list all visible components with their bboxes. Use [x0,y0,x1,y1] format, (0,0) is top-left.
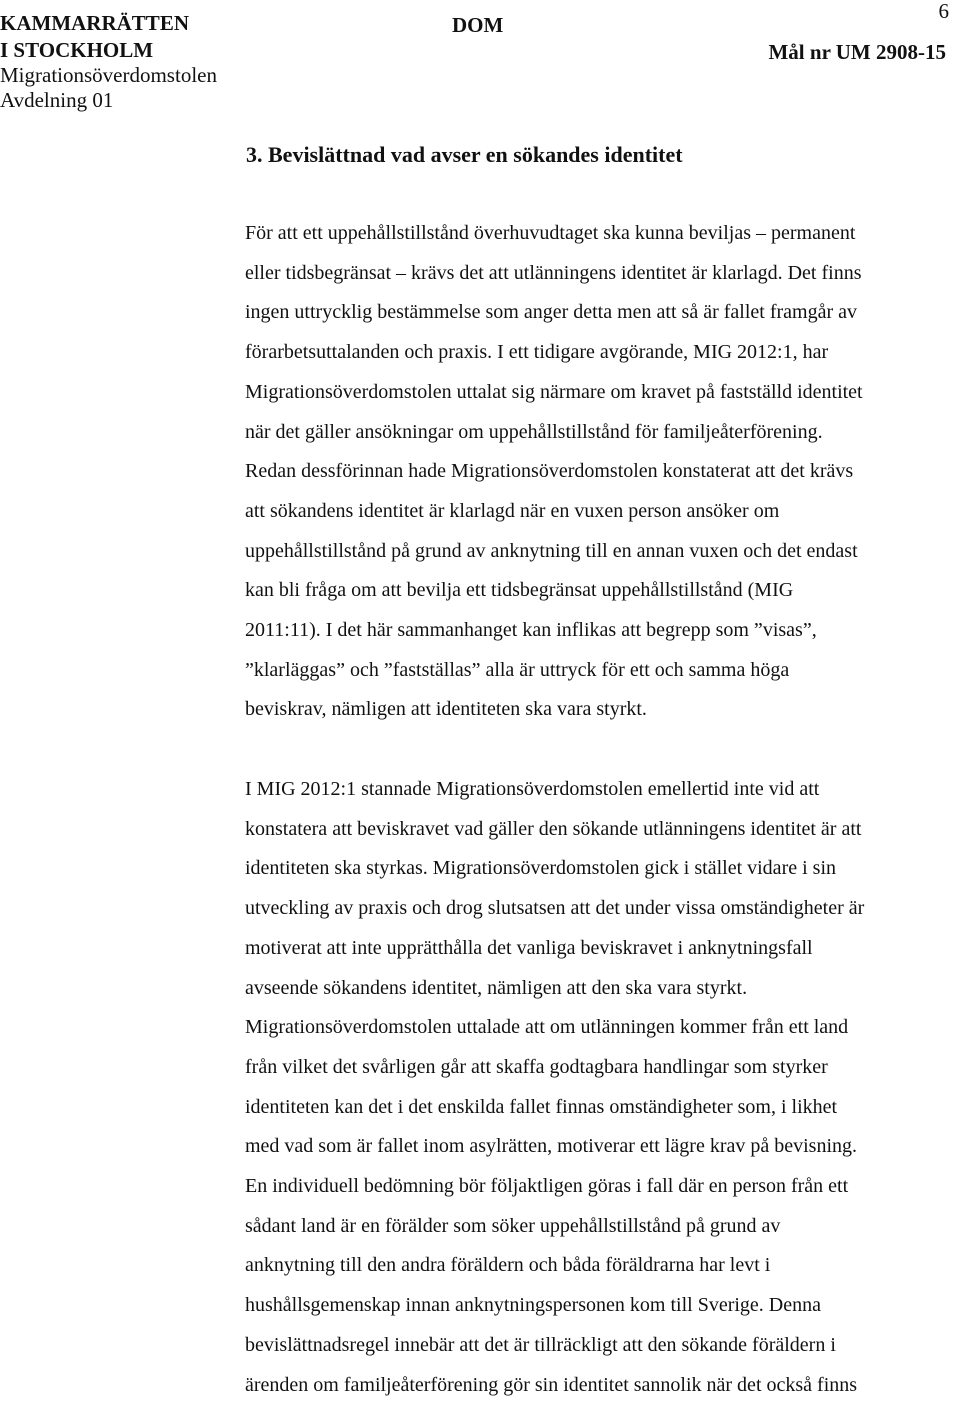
text-line: konstatera att beviskravet vad gäller den sökande utlänningens identitet är att [245,817,862,840]
text-line: från vilket det svårligen går att skaffa godtagbara handlingar som styrker [245,1055,828,1078]
case-number: Mål nr UM 2908-15 [768,40,946,64]
text-line: utveckling av praxis och drog slutsatsen att det under vissa omständigheter är [245,897,865,920]
court-division: Migrationsöverdomstolen [0,63,217,87]
text-line: uppehållstillstånd på grund av anknytning till en annan vuxen och det endast [245,539,858,562]
text-line: identiteten kan det i det enskilda fallet finnas omständigheter som, i likhet [245,1095,838,1118]
text-line: 2011:11). I det här sammanhanget kan inflikas att begrepp som ”visas”, [245,619,817,642]
text-line: avseende sökandens identitet, nämligen att den ska vara styrkt. [245,976,748,999]
document-type: DOM [452,13,504,37]
text-line: En individuell bedömning bör följaktligen göras i fall där en person från ett [245,1175,849,1198]
text-line: sådant land är en förälder som söker uppehållstillstånd på grund av [245,1214,781,1237]
text-line: För att ett uppehållstillstånd överhuvudtaget ska kunna beviljas – permanent [245,222,856,244]
paragraph-2 [245,770,960,1405]
text-line: Migrationsöverdomstolen uttalat sig närmare om kravet på fastställd identitet [245,380,863,403]
court-name-line1: KAMMARRÄTTEN [0,11,189,35]
text-line: beviskrav, nämligen att identiteten ska vara styrkt. [245,698,647,721]
paragraph-1 [245,214,960,730]
text-line: I MIG 2012:1 stannade Migrationsöverdomstolen emellertid inte vid att [245,778,820,800]
page-number: 6 [938,0,949,23]
section-heading: 3. Bevislättnad vad avser en sökandes identitet [246,142,683,167]
text-line: identiteten ska styrkas. Migrationsöverdomstolen gick i stället vidare i sin [245,857,836,880]
text-line: ingen uttrycklig bestämmelse som anger detta men att så är fallet framgår av [245,301,857,324]
text-line: Migrationsöverdomstolen uttalade att om utlänningen kommer från ett land [245,1016,849,1039]
text-line: hushållsgemenskap innan anknytningspersonen kom till Sverige. Denna [245,1294,822,1317]
text-line: med vad som är fallet inom asylrätten, motiverar ett lägre krav på bevisning. [245,1135,858,1158]
text-line: anknytning till den andra föräldern och båda föräldrarna har levt i [245,1254,771,1277]
text-line: kan bli fråga om att bevilja ett tidsbegränsat uppehållstillstånd (MIG [245,579,794,602]
text-line: när det gäller ansökningar om uppehållstillstånd för familjeåterförening. [245,420,823,443]
text-line: förarbetsuttalanden och praxis. I ett tidigare avgörande, MIG 2012:1, har [245,341,829,364]
court-name-line2: I STOCKHOLM [0,38,154,62]
court-department: Avdelning 01 [0,88,114,112]
text-line: Redan dessförinnan hade Migrationsöverdomstolen konstaterat att det krävs [245,460,854,483]
text-line: motiverat att inte upprätthålla det vanliga beviskravet i anknytningsfall [245,936,813,959]
text-line: ärenden om familjeåterförening gör sin identitet sannolik när det också finns [245,1373,858,1396]
text-line: ”klarläggas” och ”fastställas” alla är uttryck för ett och samma höga [245,658,790,681]
text-line: eller tidsbegränsat – krävs det att utlänningens identitet är klarlagd. Det finns [245,261,862,284]
text-line: att sökandens identitet är klarlagd när en vuxen person ansöker om [245,499,780,522]
text-line: bevislättnadsregel innebär att det är tillräckligt att den sökande föräldern i [245,1333,836,1356]
